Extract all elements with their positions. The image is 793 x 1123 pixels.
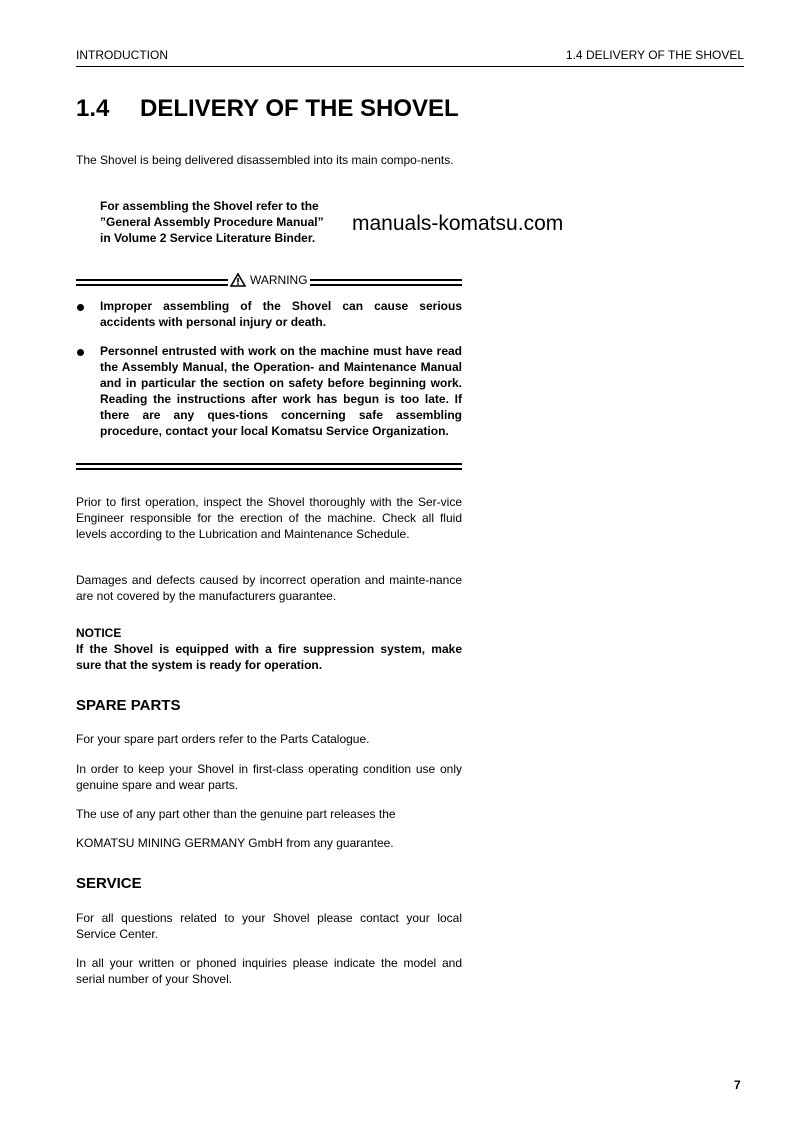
- spare-parts-paragraph: In order to keep your Shovel in first-class operating condition use only genuine spare and wear parts.: [76, 762, 462, 792]
- assembly-note-line: in Volume 2 Service Literature Binder.: [100, 231, 316, 245]
- spare-parts-paragraph: The use of any part other than the genuine part releases the: [76, 807, 396, 821]
- service-paragraph: For all questions related to your Shovel please contact your local Service Center.: [76, 911, 462, 941]
- title-text: DELIVERY OF THE SHOVEL: [140, 95, 459, 122]
- title-number: 1.4: [76, 95, 110, 122]
- warning-triangle-icon: [230, 273, 246, 287]
- page-number: 7: [734, 1078, 741, 1092]
- notice-text: If the Shovel is equipped with a fire suppression system, make sure that the system is ready for operation.: [76, 642, 462, 672]
- header-section-title: INTRODUCTION: [76, 48, 168, 62]
- warning-item: Personnel entrusted with work on the machine must have read the Assembly Manual, the Operation- and Maintenance Manual and in particular the section on safety before beginning work. Reading the instructions after work has begun is too late. If there are any ques-tions concerning safe assembling procedure, contact your local Komatsu Service Organization.: [100, 344, 462, 438]
- assembly-note-line: For assembling the Shovel refer to the: [100, 199, 319, 213]
- body-paragraph: Prior to first operation, inspect the Shovel thoroughly with the Ser-vice Engineer responsible for the erection of the machine. Check all fluid levels according to the Lubrication and Maintenance Schedule.: [76, 495, 462, 541]
- warning-bottom-rule: [76, 463, 462, 465]
- warning-bottom-rule: [76, 468, 462, 470]
- body-paragraph: Damages and defects caused by incorrect operation and mainte-nance are not covered by the manufacturers guarantee.: [76, 573, 462, 603]
- bullet-icon: [77, 304, 84, 311]
- assembly-note-line: ”General Assembly Procedure Manual”: [100, 215, 324, 229]
- service-paragraph: In all your written or phoned inquiries please indicate the model and serial number of your Shovel.: [76, 956, 462, 986]
- intro-paragraph: The Shovel is being delivered disassembled into its main compo-nents.: [76, 153, 454, 167]
- service-heading: SERVICE: [76, 875, 142, 892]
- watermark-text[interactable]: manuals-komatsu.com: [352, 212, 564, 235]
- header-chapter-title: 1.4 DELIVERY OF THE SHOVEL: [565, 48, 744, 62]
- notice-label: NOTICE: [76, 626, 122, 640]
- warning-item: Improper assembling of the Shovel can cause serious accidents with personal injury or death.: [100, 299, 462, 329]
- warning-label: [228, 273, 310, 287]
- spare-parts-paragraph: For your spare part orders refer to the Parts Catalogue.: [76, 732, 370, 746]
- header-divider: [76, 66, 744, 67]
- page-title: [76, 95, 459, 123]
- spare-parts-paragraph: KOMATSU MINING GERMANY GmbH from any guarantee.: [76, 836, 394, 850]
- bullet-icon: [77, 349, 84, 356]
- spare-parts-heading: SPARE PARTS: [76, 697, 181, 714]
- warning-label-text: WARNING: [250, 273, 308, 287]
